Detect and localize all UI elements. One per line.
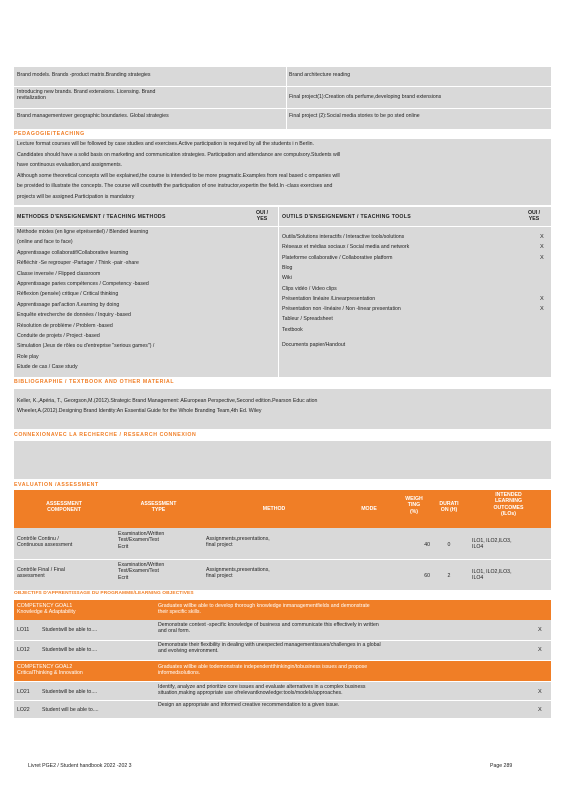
method-item: Apprentissage paries compétences / Competency -based bbox=[17, 281, 149, 287]
lo-text: Identify, analyze and prioritize core issues and evaluate alternatives in a complex business situation,making appropriate use ofrelevantknowledge:tools/models/approaches. bbox=[158, 684, 366, 697]
footer-page: Page 289 bbox=[490, 763, 513, 769]
tool-yes-mark: X bbox=[540, 295, 544, 302]
method-item: Etude de cas / Case study bbox=[17, 364, 78, 371]
lo-text: Demonstrate context -specific knowledge of business and communicate this effectively in written and oral form. bbox=[158, 622, 379, 635]
method-item: Méthode mixtes (en ligne etprésentiel) / Blended learning bbox=[17, 229, 149, 235]
eval-duration: 0 bbox=[447, 542, 451, 548]
bibliography-heading: BIBLIOGRAPHIE / TEXTBOOK AND OTHER MATERIAL bbox=[14, 379, 175, 385]
lo-text: Demonstrate their flexibility in dealing with unexpected managementissues/challenges in a global and evolving environment. bbox=[158, 642, 381, 655]
goal2-label: COMPETENCY GOAL2 CriticalThinking & Innovation bbox=[17, 664, 83, 677]
footer-left: Livret PGE2 / Student handbook 2022 -202 3 bbox=[28, 763, 132, 769]
evaluation-rows bbox=[14, 528, 551, 590]
row-divider bbox=[14, 700, 551, 701]
pedagogy-line: Candidates should have a solid basis on marketing and communication strategies. Participation and attendance are compulsory.Students will bbox=[17, 151, 341, 158]
goal2-row bbox=[14, 661, 551, 681]
eval-col-duration: DURATI ON (H) bbox=[439, 501, 459, 514]
bibliography-line-1: Keller, K.,Apéria, T., Georgson,M.(2012).Strategic Brand Management: AEuropean Perspective,Second edition.Pearson Educ ation bbox=[17, 398, 318, 404]
top-row-2-right: Final project(1):Creation ofa perfume,developing brand extensions bbox=[289, 94, 442, 100]
tool-yes-mark: X bbox=[540, 244, 544, 251]
goal2-rows bbox=[14, 682, 551, 718]
research-heading: CONNEXIONAVEC LA RECHERCHE / RESEARCH CONNEXION bbox=[14, 432, 197, 438]
evaluation-heading: EVALUATION /ASSESSMENT bbox=[14, 482, 99, 488]
tools-header: OUTILS D'ENSEIGNEMENT / TEACHING TOOLS bbox=[282, 214, 411, 220]
pedagogy-line: projects will be assigned.Participation is mandatory bbox=[17, 193, 135, 200]
eval-duration: 2 bbox=[447, 573, 451, 579]
tool-item: Blog bbox=[282, 264, 293, 271]
method-item: Résolution de problème / Problem -based bbox=[17, 322, 113, 329]
eval-col-type: ASSESSMENT TYPE bbox=[140, 501, 177, 514]
eval-col-outcomes: INTENDED LEARNING OUTCOMES (ILOs) bbox=[493, 492, 524, 518]
top-row-3-right: Final project (2):Social media stories to be po sted online bbox=[289, 113, 420, 119]
tool-yes-mark: X bbox=[540, 306, 544, 313]
tool-item: Documents papier/Handout bbox=[282, 342, 346, 348]
top-row-1-right: Brand architecture reading bbox=[289, 72, 351, 78]
top-row-1-left: Brand models. Brands -product matrix.Branding strategies bbox=[17, 72, 151, 78]
method-item: Classe inversée / Flipped classroom bbox=[17, 270, 101, 277]
eval-col-method: METHOD bbox=[262, 506, 286, 512]
lo-student: Studentwill be able to.... bbox=[42, 627, 98, 633]
research-block bbox=[14, 441, 551, 479]
eval-component: Contrôle Continu / Continuous assessment bbox=[17, 536, 73, 549]
methods-table bbox=[14, 207, 551, 377]
pedagogy-heading: PEDAGOGIE/TEACHING bbox=[14, 131, 85, 137]
eval-weighting: 40 bbox=[424, 542, 430, 548]
method-item: Apprentissage parl'action /Learning by doing bbox=[17, 301, 120, 308]
method-item: (online and face to face) bbox=[17, 239, 73, 246]
pedagogy-line: be provided to illustrate the concepts. The course will countwith the participation of one instructor,expertin the field.In -class exercises and bbox=[17, 183, 333, 189]
method-item: Réflexion (pensée) critique / Critical thinking bbox=[17, 291, 119, 298]
eval-weighting: 60 bbox=[424, 573, 430, 579]
eval-outcomes: ILO1, ILO2,ILO3, ILO4 bbox=[472, 538, 512, 551]
eval-outcomes: ILO1, ILO2,ILO3, ILO4 bbox=[472, 569, 512, 582]
eval-method: Assignments,presentations, final project bbox=[206, 536, 270, 549]
lo-mark: X bbox=[538, 647, 542, 653]
tool-item: Réseaux et médias sociaux / Social media and network bbox=[282, 244, 410, 251]
method-item: Enquête etrecherche de données / Inquiry -based bbox=[17, 312, 131, 319]
bibliography-line-2: Wheeler,A.(2012).Designing Brand Identity:An Essential Guide for the Whole Branding Team,4th Ed. Wiley bbox=[17, 408, 262, 414]
lo-mark: X bbox=[538, 689, 542, 695]
lo-student: Student will be able to.... bbox=[42, 707, 99, 713]
eval-type: Examination/Written Test/Examen/Test Ecrit bbox=[118, 531, 165, 550]
pedagogy-line: Although some theoretical concepts will be explained,the course is intended to be more pragmatic.Examples from real based c ompanies will bbox=[17, 172, 340, 179]
objectives-heading: OBJECTIFS D'APPRENTISSAGE DU PROGRAMME/LEARNING OBJECTIVES bbox=[14, 591, 194, 596]
lo-mark: X bbox=[538, 707, 542, 713]
tool-item: Clips vidéo / Video clips bbox=[282, 285, 337, 292]
tools-yes-header: OUI / YES bbox=[527, 210, 541, 223]
tool-item: Outils/Solutions interactifs / Interactive tools/solutions bbox=[282, 234, 405, 240]
evaluation-header-row bbox=[14, 490, 551, 528]
lo-mark: X bbox=[538, 627, 542, 633]
pedagogy-line: have continuous evaluation,and assignments. bbox=[17, 162, 122, 168]
lo-id: LO21 bbox=[17, 689, 30, 695]
method-item: Conduite de projets / Project -based bbox=[17, 333, 100, 339]
eval-col-mode: MODE bbox=[361, 506, 377, 512]
eval-col-component: ASSESSMENT COMPONENT bbox=[46, 501, 82, 514]
method-item: Simulation (Jeux de rôles ou d'entreprise "serious games") / bbox=[17, 343, 155, 350]
goal1-label: COMPETENCY GOAL1 Knowledge & Adaptability bbox=[17, 603, 76, 616]
row-divider bbox=[14, 640, 551, 641]
lo-id: LO11 bbox=[17, 627, 30, 633]
goal1-text: Graduates willbe able to develop thorough knowledge inmanagementfields and demonstrate their specific skills. bbox=[158, 603, 370, 616]
tool-item: Présentation non -linéaire / Non -linear presentation bbox=[282, 306, 401, 313]
methods-header: METHODES D'ENSEIGNEMENT / TEACHING METHODS bbox=[17, 214, 166, 220]
top-row-3-left: Brand managementover geographic boundaries. Global strategies bbox=[17, 113, 169, 119]
lo-id: LO22 bbox=[17, 707, 30, 713]
goal2-text: Graduates willbe able todemonstrate independentthinkingin/tobusiness issues and propose informedsolutions. bbox=[158, 664, 368, 677]
tool-yes-mark: X bbox=[540, 234, 544, 240]
eval-method: Assignments,presentations, final project bbox=[206, 567, 270, 580]
lo-student: Studentwill be able to.... bbox=[42, 689, 98, 695]
bibliography-block bbox=[14, 389, 551, 429]
method-item: Réfléchir -Se regrouper -Partager / Think -pair -share bbox=[17, 260, 139, 267]
methods-yes-header: OUI / YES bbox=[255, 210, 269, 223]
top-table bbox=[14, 67, 551, 129]
eval-type: Examination/Written Test/Examen/Test Ecrit bbox=[118, 562, 165, 581]
tool-item: Plateforme collaborative / Collaborative platform bbox=[282, 254, 393, 261]
pedagogy-line: Lecture format courses will be followed by case studies and exercises.Active participation is required by all the students i n Berlin. bbox=[17, 141, 314, 147]
method-item: Role play bbox=[17, 353, 39, 360]
lo-student: Studentwill be able to.... bbox=[42, 647, 98, 653]
goal1-row bbox=[14, 600, 551, 620]
tool-item: Textbook bbox=[282, 326, 303, 333]
eval-col-weighting: WEIGH TING (%) bbox=[405, 496, 423, 515]
tool-item: Wiki bbox=[282, 275, 292, 282]
lo-id: LO12 bbox=[17, 647, 30, 653]
lo-text: Design an appropriate and informed creative recommendation to a given issue. bbox=[158, 702, 340, 708]
eval-component: Contrôle Final / Final assessment bbox=[17, 567, 65, 580]
goal1-rows bbox=[14, 620, 551, 660]
tool-item: Tableur / Spreadsheet bbox=[282, 316, 333, 323]
method-item: Apprentissage collaboratif/Collaborative learning bbox=[17, 249, 129, 256]
tool-item: Présentation linéaire /Linearpresentation bbox=[282, 295, 376, 302]
top-row-2-left: Introducing new brands. Brand extensions. Licensing. Brand revitalization bbox=[17, 89, 156, 102]
pedagogy-block bbox=[14, 139, 551, 205]
tool-yes-mark: X bbox=[540, 254, 544, 261]
